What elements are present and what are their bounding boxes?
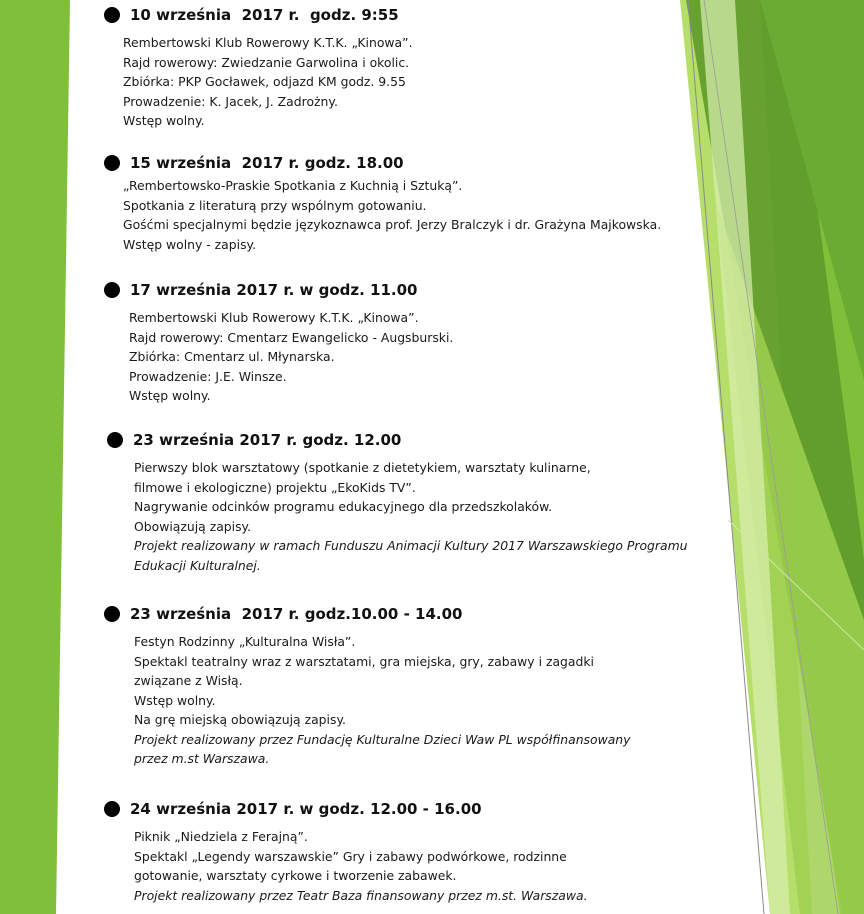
event-date-title: 23 września 2017 r. godz. 12.00: [133, 431, 402, 449]
event-line: Projekt realizowany przez Fundację Kulturalne Dzieci Waw PL współfinansowany: [134, 731, 631, 747]
event-date-title: 10 września 2017 r. godz. 9:55: [130, 6, 399, 24]
event-line: Spektakl „Legendy warszawskie” Gry i zabawy podwórkowe, rodzinne: [134, 848, 567, 864]
event-item: [107, 429, 727, 575]
event-date-title: 23 września 2017 r. godz.10.00 - 14.00: [130, 605, 463, 623]
event-line: Wstęp wolny - zapisy.: [123, 236, 257, 252]
event-line: Rembertowski Klub Rowerowy K.T.K. „Kinowa”.: [129, 310, 419, 325]
event-line: Projekt realizowany przez Teatr Baza finansowany przez m.st. Warszawa.: [134, 887, 588, 903]
left-green-strip: [0, 0, 70, 914]
event-description: [134, 632, 724, 769]
event-description: [129, 308, 724, 406]
event-line: filmowe i ekologiczne) projektu „EkoKids TV”.: [134, 479, 416, 495]
event-line: „Rembertowsko-Praskie Spotkania z Kuchnią i Sztuką”.: [123, 178, 463, 193]
event-line: Nagrywanie odcinków programu edukacyjnego dla przedszkolaków.: [134, 499, 553, 514]
event-line: Piknik „Niedziela z Ferajną”.: [134, 829, 308, 844]
event-line: Rajd rowerowy: Cmentarz Ewangelicko - Augsburski.: [129, 329, 454, 345]
event-line: Spotkania z literaturą przy wspólnym gotowaniu.: [123, 197, 427, 213]
bullet-icon: [104, 282, 120, 298]
event-date-title: 17 września 2017 r. w godz. 11.00: [130, 281, 418, 299]
event-line: Pierwszy blok warsztatowy (spotkanie z dietetykiem, warsztaty kulinarne,: [134, 460, 591, 475]
bullet-icon: [104, 7, 120, 23]
event-item: [104, 279, 724, 406]
event-line: związane z Wisłą.: [134, 673, 243, 688]
event-description: [134, 458, 727, 575]
event-item: [104, 798, 724, 905]
event-line: przez m.st Warszawa.: [134, 751, 270, 766]
event-line: Prowadzenie: J.E. Winsze.: [129, 368, 287, 384]
event-line: Zbiórka: PKP Gocławek, odjazd KM godz. 9.55: [123, 74, 406, 89]
event-line: gotowanie, warsztaty cyrkowe i tworzenie zabawek.: [134, 868, 457, 883]
event-line: Wstęp wolny.: [129, 388, 211, 403]
event-line: Spektakl teatralny wraz z warsztatami, gra miejska, gry, zabawy i zagadki: [134, 653, 595, 669]
event-line: Wstęp wolny.: [134, 692, 216, 708]
event-line: Rajd rowerowy: Zwiedzanie Garwolina i okolic.: [123, 54, 410, 70]
event-item: [104, 4, 724, 131]
event-line: Wstęp wolny.: [123, 113, 205, 128]
bullet-icon: [104, 606, 120, 622]
event-line: Projekt realizowany w ramach Funduszu Animacji Kultury 2017 Warszawskiego Programu: [134, 538, 688, 553]
event-line: Na grę miejską obowiązują zapisy.: [134, 712, 346, 727]
event-date-title: 24 września 2017 r. w godz. 12.00 - 16.00: [130, 800, 482, 818]
event-item: [104, 152, 724, 254]
event-description: [123, 176, 724, 254]
event-line: Festyn Rodzinny „Kulturalna Wisła”.: [134, 634, 356, 649]
event-date-title: 15 września 2017 r. godz. 18.00: [130, 154, 404, 172]
bullet-icon: [104, 801, 120, 817]
bullet-icon: [104, 155, 120, 171]
event-line: Gośćmi specjalnymi będzie językoznawca prof. Jerzy Bralczyk i dr. Grażyna Majkowska.: [123, 217, 662, 232]
event-line: Rembertowski Klub Rowerowy K.T.K. „Kinowa”.: [123, 35, 413, 50]
event-description: [123, 33, 724, 131]
event-line: Obowiązują zapisy.: [134, 518, 252, 534]
event-line: Edukacji Kulturalnej.: [134, 557, 261, 573]
event-line: Prowadzenie: K. Jacek, J. Zadrożny.: [123, 93, 338, 109]
bullet-icon: [107, 432, 123, 448]
event-description: [134, 827, 724, 905]
event-item: [104, 603, 724, 769]
event-line: Zbiórka: Cmentarz ul. Młynarska.: [129, 349, 335, 364]
